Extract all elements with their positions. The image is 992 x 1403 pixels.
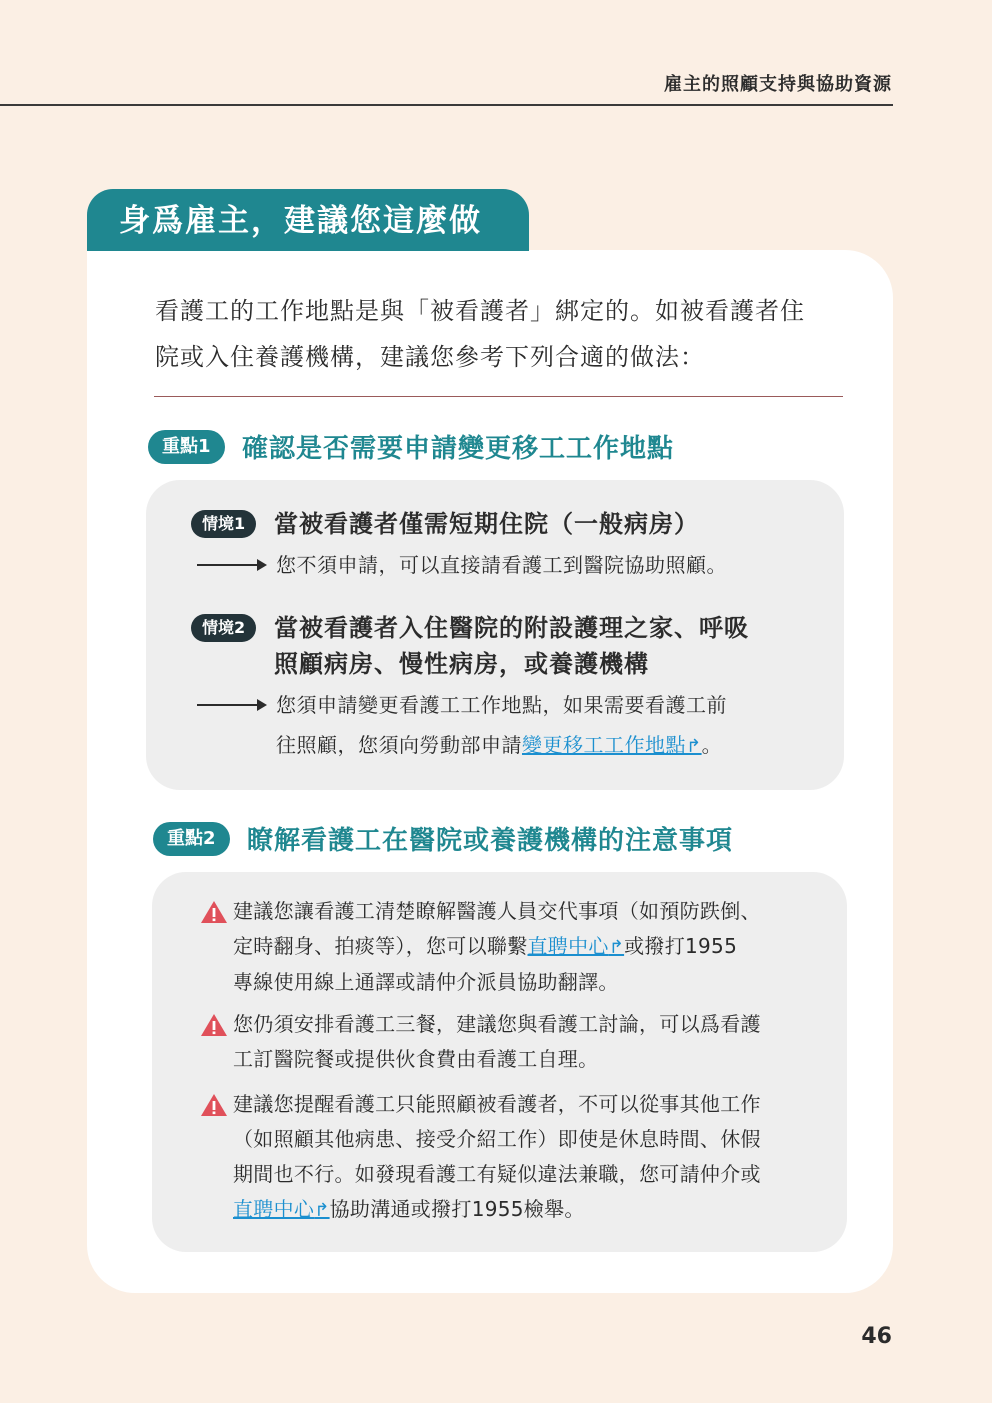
notice-line: 您仍須安排看護工三餐，建議您與看護工討論，可以爲看護 [233, 1012, 761, 1036]
notice-item [200, 1007, 810, 1077]
notice-line: 工訂醫院餐或提供伙食費由看護工自理。 [233, 1047, 599, 1071]
point1-title: 確認是否需要申請變更移工工作地點 [242, 434, 675, 464]
external-link-arrow-icon: ↱ [314, 1200, 330, 1221]
intro-text [155, 288, 855, 380]
situation2-text-pre: 往照顧，您須向勞動部申請 [276, 733, 522, 757]
situation1-text: 您不須申請，可以直接請看護工到醫院協助照顧。 [276, 553, 727, 577]
page-number: 46 [861, 1324, 892, 1349]
external-link-arrow-icon: ↱ [608, 937, 625, 958]
notice-item [200, 1087, 810, 1228]
intro-line: 看護工的工作地點是與「被看護者」綁定的。如被看護者住 [155, 297, 805, 325]
warning-triangle-icon [200, 900, 228, 924]
right-arrow-icon [197, 559, 267, 571]
situation2-text [276, 685, 727, 767]
header-rule [0, 104, 893, 106]
intro-line: 院或入住養護機構，建議您參考下列合適的做法： [155, 343, 705, 371]
warning-triangle-icon [200, 1093, 228, 1117]
notice-line: 直聘中心↱協助溝通或撥打1955檢舉。 [233, 1197, 585, 1221]
notice-line: （如照顧其他病患、接受介紹工作）即使是休息時間、休假 [233, 1127, 761, 1151]
change-workplace-link[interactable]: 變更移工工作地點↱ [522, 733, 702, 757]
section-title-tab: 身爲雇主，建議您這麼做 [87, 189, 529, 251]
situation2-text-line [276, 725, 727, 767]
notice-item [200, 894, 810, 1000]
notice-line: 定時翻身、拍痰等），您可以聯繫直聘中心↱或撥打1955 [233, 934, 738, 958]
situation2-badge: 情境2 [191, 614, 256, 642]
right-arrow-icon [197, 699, 267, 711]
external-link-arrow-icon: ↱ [686, 736, 702, 757]
intro-divider [154, 396, 843, 397]
direct-hire-center-link[interactable]: 直聘中心↱ [233, 1197, 330, 1221]
direct-hire-center-link[interactable]: 直聘中心↱ [527, 934, 625, 958]
notice-line: 建議您讓看護工清楚瞭解醫護人員交代事項（如預防跌倒、 [233, 899, 761, 923]
point2-title: 瞭解看護工在醫院或養護機構的注意事項 [247, 826, 734, 856]
situation1-badge: 情境1 [191, 510, 256, 538]
notice-line: 專線使用線上通譯或請仲介派員協助翻譯。 [233, 970, 619, 994]
situation2-text-post: 。 [701, 733, 723, 757]
situation2-title-line: 照顧病房、慢性病房，或養護機構 [274, 650, 649, 678]
point1-badge: 重點1 [148, 430, 225, 464]
situation2-title [274, 610, 749, 682]
notice-line: 期間也不行。如發現看護工有疑似違法兼職，您可請仲介或 [233, 1162, 761, 1186]
point2-badge: 重點2 [153, 822, 230, 856]
situation2-text-line: 您須申請變更看護工工作地點，如果需要看護工前 [276, 693, 727, 717]
header-title: 雇主的照顧支持與協助資源 [664, 74, 892, 95]
warning-triangle-icon [200, 1013, 228, 1037]
notice-line: 建議您提醒看護工只能照顧被看護者，不可以從事其他工作 [233, 1092, 761, 1116]
situation1-title: 當被看護者僅需短期住院（一般病房） [274, 510, 699, 538]
situation2-title-line: 當被看護者入住醫院的附設護理之家、呼吸 [274, 614, 749, 642]
